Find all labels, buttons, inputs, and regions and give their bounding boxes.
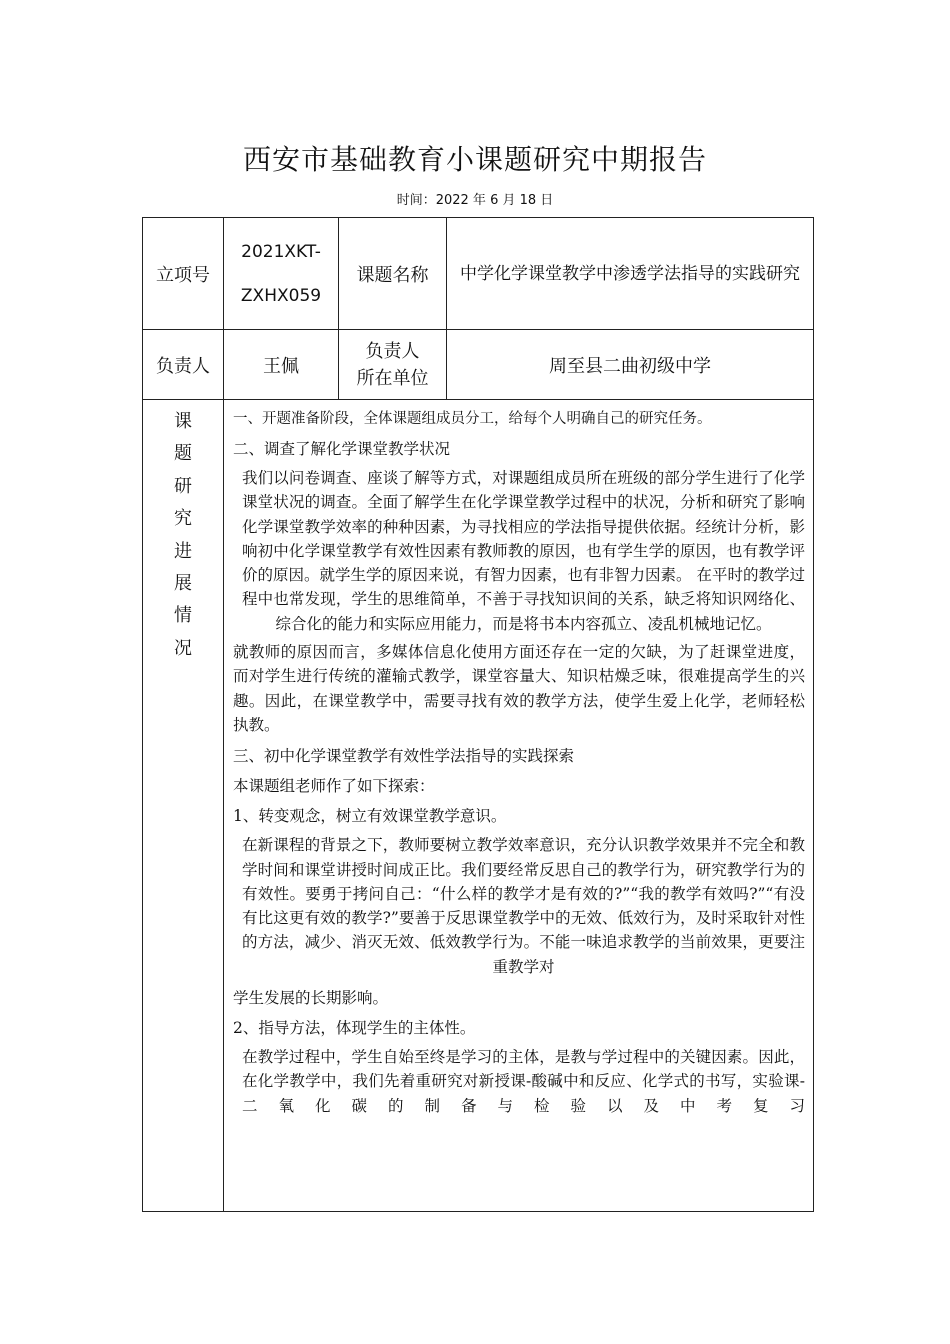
label-progress-char: 情 [174, 605, 192, 627]
paragraph-concept: 在新课程的背景之下，教师要树立教学效率意识，充分认识教学效果并不完全和教学时间和课堂讲授时间成正比。我们要经常反思自己的教学行为，研究教学行为的有效性。要勇于拷问自己：“什么样的教学才是有效的?”“我的教学有效吗?”“有没有比这更有效的教学?”要善于反思课堂教学中的无效、低效行为，及时采取针对性的方法，减少、消灭无效、低效教学行为。不能一味追求教学的当前效果，更要注重教学对 [242, 836, 805, 976]
label-progress-char: 进 [174, 540, 192, 562]
item-2: 二、调查了解化学课堂教学状况 [233, 440, 451, 458]
label-progress-char: 研 [174, 475, 192, 497]
label-progress-char: 况 [174, 637, 192, 659]
label-progress-char: 究 [174, 508, 192, 530]
report-date: 时间：2022 年 6 月 18 日 [396, 193, 554, 208]
item-3: 三、初中化学课堂教学有效性学法指导的实践探索 [233, 747, 575, 766]
project-id-line2: ZXHX059 [240, 285, 322, 306]
paragraph-teacher: 就教师的原因而言，多媒体信息化使用方面还存在一定的欠缺，为了赶课堂进度，而对学生进行传统的灌输式教学，课堂容量大、知识枯燥乏味，很难提高学生的兴趣。因此，在课堂教学中，需要寻找有效的教学方法，使学生爱上化学，老师轻松执教。 [233, 643, 805, 734]
leader-name: 王佩 [224, 330, 339, 400]
label-project-id: 立项号 [143, 218, 224, 330]
project-id-cell [224, 218, 339, 330]
label-progress [143, 400, 224, 1212]
label-leader-unit [339, 330, 447, 400]
sub-item-2: 2、指导方法，体现学生的主体性。 [233, 1019, 476, 1038]
paragraph-survey: 我们以问卷调查、座谈了解等方式，对课题组成员所在班级的部分学生进行了化学课堂状况的调查。全面了解学生在化学课堂教学过程中的状况，分析和研究了影响化学课堂教学效率的种种因素，为寻找相应的学法指导提供依据。经统计分析，影响初中化学课堂教学有效性因素有教师教的原因，也有学生学的原因，也有教学评价的原因。就学生学的原因来说，有智力因素，也有非智力因素。 在平时的教学过程中也常发现，学生的思维简单，不善于寻找知识间的关系，缺乏将知识网络化、综合化的能力和实际应用能力，而是将书本内容孤立、凌乱机械地记忆。 [242, 469, 805, 633]
label-progress-char: 展 [174, 573, 192, 595]
report-table [142, 217, 814, 1212]
item-1: 一、开题准备阶段，全体课题组成员分工，给每个人明确自己的研究任务。 [233, 411, 712, 427]
label-leader-unit-line2: 所在单位 [356, 367, 429, 389]
row-leader [143, 330, 814, 400]
sub-item-1: 1、转变观念，树立有效课堂教学意识。 [233, 807, 507, 826]
intro-line: 本课题组老师作了如下探索： [233, 777, 435, 796]
row-project [143, 218, 814, 330]
leader-unit: 周至县二曲初级中学 [447, 330, 814, 400]
label-leader: 负责人 [143, 330, 224, 400]
project-id-line1: 2021XKT- [241, 241, 321, 262]
topic-name: 中学化学课堂教学中渗透学法指导的实践研究 [447, 218, 814, 330]
label-leader-unit-line1: 负责人 [365, 340, 420, 362]
page-title: 西安市基础教育小课题研究中期报告 [242, 143, 707, 176]
paragraph-method: 在教学过程中，学生自始至终是学习的主体，是教与学过程中的关键因素。因此，在化学教学中，我们先着重研究对新授课-酸碱中和反应、化学式的书写，实验课-二氧化碳的制备与检验以及中考复习 [242, 1048, 805, 1115]
label-progress-char: 题 [174, 443, 192, 465]
row-progress [143, 400, 814, 1212]
progress-content [224, 400, 814, 1212]
paragraph-concept-cont: 学生发展的长期影响。 [233, 989, 389, 1008]
label-progress-char: 课 [174, 411, 192, 432]
label-topic-name: 课题名称 [339, 218, 447, 330]
